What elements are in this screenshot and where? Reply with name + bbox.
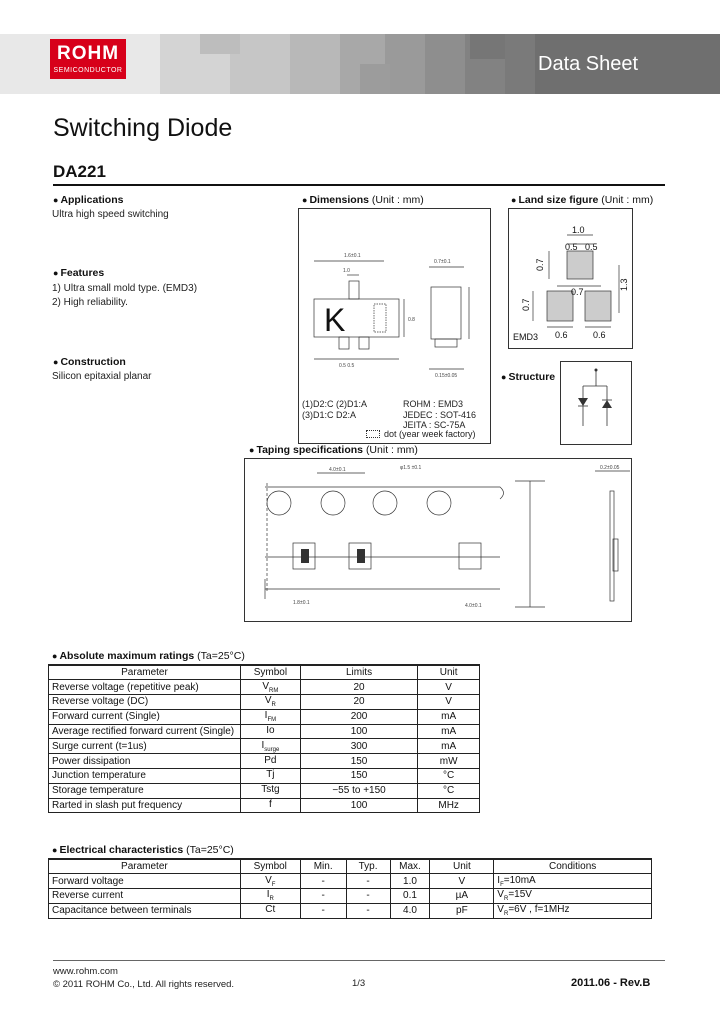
column-header: Typ. (346, 859, 390, 874)
typ-cell: - (346, 874, 390, 889)
table-row (49, 874, 652, 889)
unit-cell: mA (418, 739, 480, 754)
footer-url[interactable]: www.rohm.com (53, 966, 118, 977)
symbol-cell: $I_{surge}$ (240, 739, 300, 754)
column-header: Unit (430, 859, 494, 874)
table-row (49, 695, 480, 710)
value-cell: 100 (300, 798, 417, 813)
param-cell: Rarted in slash put frequency (49, 798, 241, 813)
applications-heading: ● Applications (53, 194, 124, 206)
footer-copyright: © 2011 ROHM Co., Ltd. All rights reserved. (53, 979, 235, 990)
data-sheet-label: Data Sheet (538, 53, 639, 75)
table-row (49, 724, 480, 739)
land-dim: 0.5 (585, 242, 598, 252)
symbol-cell: Ct (240, 903, 300, 918)
pin-assignment-2: (3)D1:C D2:A (302, 410, 357, 420)
min-cell: - (300, 903, 346, 918)
value-cell: −55 to +150 (300, 783, 417, 798)
param-cell: Power dissipation (49, 754, 241, 769)
symbol-cell: $I_{FM}$ (240, 709, 300, 724)
feature-item: 1) Ultra small mold type. (EMD3) (52, 283, 198, 294)
unit-cell: µA (430, 889, 494, 904)
typ-cell: - (346, 903, 390, 918)
param-cell: Junction temperature (49, 769, 241, 784)
rohm-logo (50, 39, 126, 79)
value-cell: 20 (300, 695, 417, 710)
page-number: 1/3 (352, 978, 366, 989)
symbol-cell: Pd (240, 754, 300, 769)
svg-text:0.7±0.1: 0.7±0.1 (434, 259, 451, 265)
column-header: Parameter (49, 665, 241, 680)
symbol-cell: $V_{RM}$ (240, 680, 300, 695)
column-header: Min. (300, 859, 346, 874)
max-cell: 4.0 (390, 903, 430, 918)
value-cell: 200 (300, 709, 417, 724)
construction-heading: ● Construction (53, 356, 126, 368)
feature-item: 2) High reliability. (52, 297, 128, 308)
land-dim: 0.5 (565, 242, 578, 252)
unit-cell: °C (418, 783, 480, 798)
land-dim: 1.0 (572, 225, 585, 235)
construction-text: Silicon epitaxial planar (52, 371, 152, 382)
param-cell: Capacitance between terminals (49, 903, 241, 918)
logo-subtitle: SEMICONDUCTOR (53, 67, 123, 74)
conditions-cell: $I_F=10mA$ (494, 874, 652, 889)
dot-note: dot (year week factory) (384, 429, 476, 439)
unit-cell: mA (418, 709, 480, 724)
table-row (49, 903, 652, 918)
table-row (49, 754, 480, 769)
column-header: Symbol (240, 859, 300, 874)
svg-text:4.0±0.1: 4.0±0.1 (465, 603, 482, 609)
svg-text:0.8: 0.8 (408, 317, 415, 323)
package-rohm: ROHM : EMD3 (403, 399, 464, 409)
unit-cell: pF (430, 903, 494, 918)
value-cell: 150 (300, 754, 417, 769)
svg-text:φ1.5 ±0.1: φ1.5 ±0.1 (400, 465, 422, 471)
param-cell: Forward voltage (49, 874, 241, 889)
structure-panel (560, 361, 632, 445)
value-cell: 150 (300, 769, 417, 784)
max-cell: 0.1 (390, 889, 430, 904)
taping-drawing (245, 459, 631, 621)
svg-text:1.6±0.1: 1.6±0.1 (344, 253, 361, 259)
column-header: Conditions (494, 859, 652, 874)
value-cell: 20 (300, 680, 417, 695)
revision: 2011.06 - Rev.B (571, 977, 651, 989)
taping-heading: ● Taping specifications (Unit : mm) (249, 444, 418, 456)
column-header: Unit (418, 665, 480, 680)
symbol-cell: Tstg (240, 783, 300, 798)
symbol-cell: $V_F$ (240, 874, 300, 889)
symbol-cell: Io (240, 724, 300, 739)
table-row (49, 769, 480, 784)
max-cell: 1.0 (390, 874, 430, 889)
param-cell: Reverse voltage (DC) (49, 695, 241, 710)
param-cell: Average rectified forward current (Single) (49, 724, 241, 739)
land-dim: 0.7 (521, 298, 531, 311)
conditions-cell: $V_R=6V$ , f=1MHz (494, 903, 652, 918)
land-size-heading: ● Land size figure (Unit : mm) (511, 194, 654, 206)
param-cell: Storage temperature (49, 783, 241, 798)
abs-max-table (48, 664, 480, 813)
symbol-cell: Tj (240, 769, 300, 784)
land-size-drawing (509, 209, 632, 348)
title-rule (53, 184, 665, 186)
diode-structure-icon (561, 362, 631, 444)
svg-text:1.0: 1.0 (343, 268, 350, 274)
dot-marker (366, 430, 380, 438)
table-row (49, 739, 480, 754)
abs-max-heading: ● Absolute maximum ratings (Ta=25°C) (52, 650, 245, 662)
value-cell: 300 (300, 739, 417, 754)
land-package: EMD3 (513, 332, 539, 342)
svg-text:1.8±0.1: 1.8±0.1 (293, 600, 310, 606)
svg-text:4.0±0.1: 4.0±0.1 (329, 467, 346, 473)
param-cell: Forward current (Single) (49, 709, 241, 724)
svg-text:0.15±0.05: 0.15±0.05 (435, 373, 458, 379)
min-cell: - (300, 874, 346, 889)
unit-cell: mW (418, 754, 480, 769)
unit-cell: MHz (418, 798, 480, 813)
column-header: Parameter (49, 859, 241, 874)
symbol-cell: $I_R$ (240, 889, 300, 904)
taping-panel (244, 458, 632, 622)
unit-cell: °C (418, 769, 480, 784)
footer-rule (53, 960, 665, 961)
land-dim: 1.3 (619, 278, 629, 291)
table-row (49, 680, 480, 695)
table-row (49, 889, 652, 904)
min-cell: - (300, 889, 346, 904)
land-dim: 0.6 (593, 330, 606, 340)
marking-letter: K (324, 302, 346, 338)
table-row (49, 709, 480, 724)
part-number: DA221 (53, 162, 106, 181)
land-dim: 0.7 (535, 258, 545, 271)
table-row (49, 798, 480, 813)
symbol-cell: $V_R$ (240, 695, 300, 710)
unit-cell: mA (418, 724, 480, 739)
value-cell: 100 (300, 724, 417, 739)
column-header: Max. (390, 859, 430, 874)
column-header: Symbol (240, 665, 300, 680)
page-title: Switching Diode (53, 114, 233, 142)
package-jedec: JEDEC : SOT-416 (403, 410, 477, 420)
land-dim: 0.7 (571, 287, 584, 297)
land-dim: 0.6 (555, 330, 568, 340)
unit-cell: V (430, 874, 494, 889)
package-jeita: JEITA : SC-75A (403, 420, 466, 430)
unit-cell: V (418, 695, 480, 710)
land-size-panel (508, 208, 633, 349)
unit-cell: V (418, 680, 480, 695)
pin-assignment-1: (1)D2:C (2)D1:A (302, 399, 368, 409)
logo-brand: ROHM (56, 43, 120, 64)
param-cell: Reverse current (49, 889, 241, 904)
applications-text: Ultra high speed switching (52, 209, 169, 220)
elec-table (48, 858, 652, 919)
dimensions-heading: ● Dimensions (Unit : mm) (302, 194, 424, 206)
param-cell: Reverse voltage (repetitive peak) (49, 680, 241, 695)
typ-cell: - (346, 889, 390, 904)
structure-heading: ● Structure (501, 371, 556, 383)
param-cell: Surge current (t=1us) (49, 739, 241, 754)
conditions-cell: $V_R=15V$ (494, 889, 652, 904)
symbol-cell: f (240, 798, 300, 813)
elec-heading: ● Electrical characteristics (Ta=25°C) (52, 844, 234, 856)
table-row (49, 783, 480, 798)
column-header: Limits (300, 665, 417, 680)
svg-text:0.5 0.5: 0.5 0.5 (339, 363, 355, 369)
features-heading: ● Features (53, 267, 105, 279)
svg-text:0.2±0.05: 0.2±0.05 (600, 465, 620, 471)
